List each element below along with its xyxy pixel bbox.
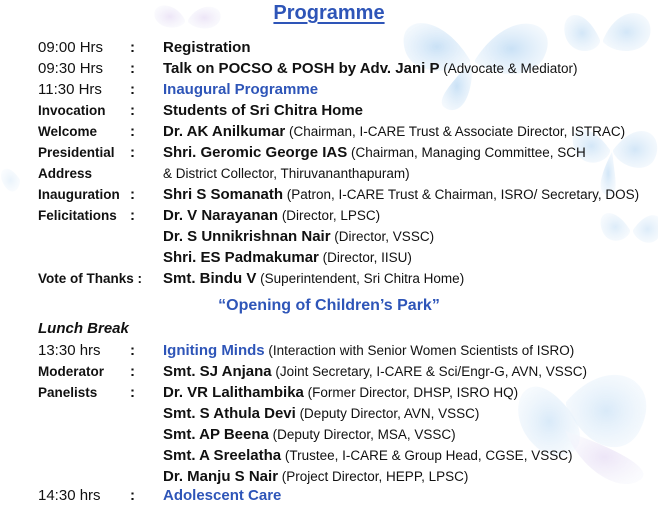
row-colon: : <box>130 487 135 504</box>
row-content: Smt. AP Beena (Deputy Director, MSA, VSSC) <box>163 426 456 443</box>
row-label: Moderator <box>38 364 105 379</box>
row-content: Dr. VR Lalithambika (Former Director, DHSP, ISRO HQ) <box>163 384 519 401</box>
row-label: Felicitations <box>38 208 117 223</box>
row-label: 14:30 hrs <box>38 487 101 504</box>
row-label: 09:00 Hrs <box>38 39 104 56</box>
programme-row <box>0 79 658 100</box>
row-label: Invocation <box>38 103 106 118</box>
row-colon: : <box>130 144 135 161</box>
programme-row <box>0 37 658 58</box>
programme-row <box>0 340 658 361</box>
row-content: Shri. ES Padmakumar (Director, IISU) <box>163 249 412 266</box>
row-content: Talk on POCSO & POSH by Adv. Jani P (Advocate & Mediator) <box>163 60 578 77</box>
row-content: Dr. Manju S Nair (Project Director, HEPP, LPSC) <box>163 468 469 485</box>
lunch-row <box>0 318 658 339</box>
row-content: Shri. Geromic George IAS (Chairman, Managing Committee, SCH <box>163 144 586 161</box>
row-colon: : <box>130 363 135 380</box>
row-label: Inauguration <box>38 187 120 202</box>
row-content: Shri S Somanath (Patron, I-CARE Trust & Chairman, ISRO/ Secretary, DOS) <box>163 186 640 203</box>
row-colon: : <box>130 384 135 401</box>
row-content: Dr. S Unnikrishnan Nair (Director, VSSC) <box>163 228 435 245</box>
row-content: Smt. S Athula Devi (Deputy Director, AVN, VSSC) <box>163 405 480 422</box>
programme-row <box>0 142 658 163</box>
row-label: Panelists <box>38 385 98 400</box>
row-label: 09:30 Hrs <box>38 60 104 77</box>
programme-row <box>0 184 658 205</box>
programme-row <box>0 268 658 289</box>
row-colon: : <box>130 207 135 224</box>
programme-row <box>0 121 658 142</box>
row-content: Dr. V Narayanan (Director, LPSC) <box>163 207 381 224</box>
programme-row <box>0 163 658 184</box>
programme-row <box>0 403 658 424</box>
row-colon: : <box>130 123 135 140</box>
programme-row <box>0 382 658 403</box>
programme-row <box>0 424 658 445</box>
programme-row <box>0 485 658 504</box>
row-label: 11:30 Hrs <box>38 81 102 98</box>
row-content: Students of Sri Chitra Home <box>163 102 364 119</box>
row-colon: : <box>130 102 135 119</box>
row-content: Igniting Minds (Interaction with Senior Women Scientists of ISRO) <box>163 342 575 359</box>
programme-row <box>0 361 658 382</box>
row-colon: : <box>130 81 135 98</box>
programme-row <box>0 466 658 487</box>
row-label: Vote of Thanks : <box>38 271 143 286</box>
programme-row <box>0 100 658 121</box>
programme-row <box>0 226 658 247</box>
row-content: Smt. A Sreelatha (Trustee, I-CARE & Group Head, CGSE, VSSC) <box>163 447 573 464</box>
programme-row <box>0 445 658 466</box>
programme-row <box>0 247 658 268</box>
row-label: Presidential <box>38 145 115 160</box>
row-content: & District Collector, Thiruvananthapuram) <box>163 166 410 181</box>
row-label: Address <box>38 166 93 181</box>
programme-row <box>0 205 658 226</box>
row-label: 13:30 hrs <box>38 342 101 359</box>
row-content: Adolescent Care <box>163 487 282 504</box>
row-colon: : <box>130 39 135 56</box>
row-content: Smt. Bindu V (Superintendent, Sri Chitra Home) <box>163 270 465 287</box>
opening-heading: “Opening of Children’s Park” <box>218 297 440 314</box>
row-content: Registration <box>163 39 251 56</box>
row-colon: : <box>130 342 135 359</box>
page-title: Programme <box>273 2 385 24</box>
row-colon: : <box>130 186 135 203</box>
programme-row <box>0 58 658 79</box>
lunch-label: Lunch Break <box>38 320 129 337</box>
row-content: Smt. SJ Anjana (Joint Secretary, I-CARE & Sci/Engr-G, AVN, VSSC) <box>163 363 587 380</box>
row-colon: : <box>130 60 135 77</box>
row-content: Inaugural Programme <box>163 81 319 98</box>
row-content: Dr. AK Anilkumar (Chairman, I-CARE Trust & Associate Director, ISTRAC) <box>163 123 626 140</box>
row-label: Welcome <box>38 124 98 139</box>
